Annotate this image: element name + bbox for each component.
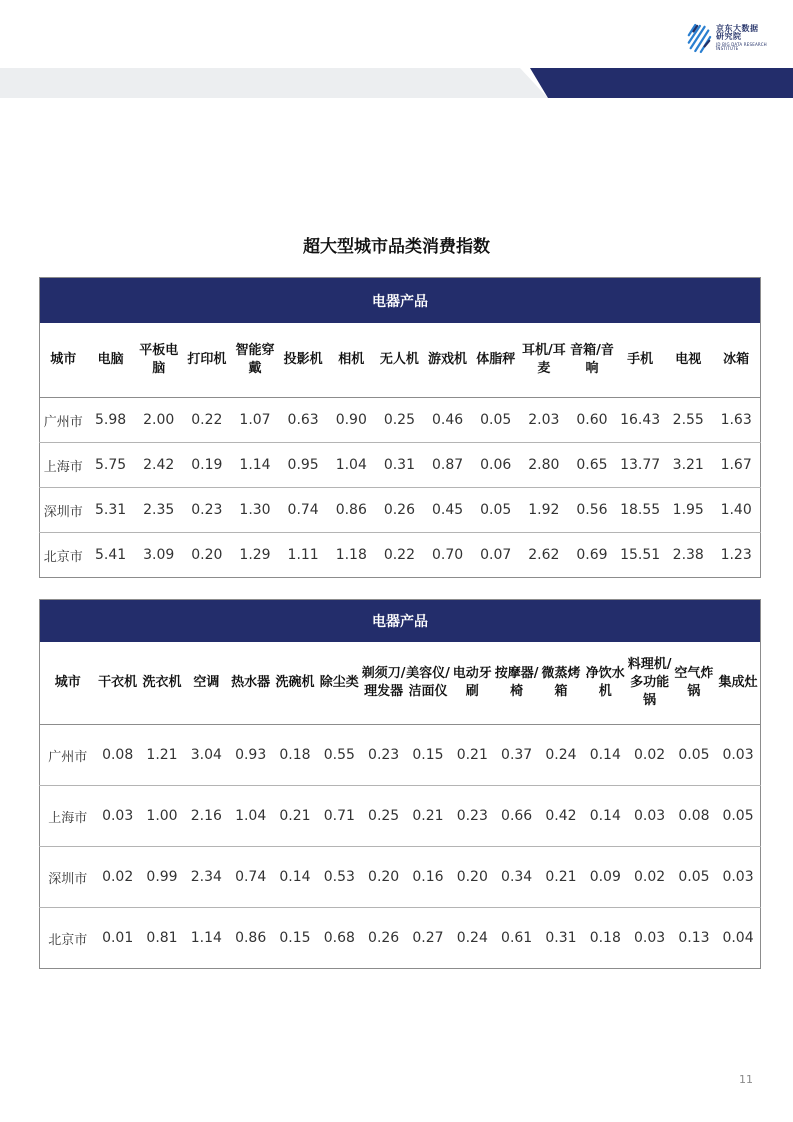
table-row xyxy=(40,533,761,578)
table2-column-header: 洗碗机 xyxy=(273,642,317,725)
table-row xyxy=(40,443,761,488)
value-cell: 0.13 xyxy=(678,930,710,946)
value-cell: 0.68 xyxy=(323,930,355,946)
value-cell: 2.80 xyxy=(520,443,568,488)
value-cell: 0.03 xyxy=(716,847,760,908)
value-cell: 0.02 xyxy=(96,847,140,908)
value-cell: 0.22 xyxy=(383,547,415,563)
value-cell: 1.14 xyxy=(190,930,222,946)
value-cell: 0.04 xyxy=(722,930,754,946)
value-cell: 3.04 xyxy=(184,725,228,786)
value-cell: 1.40 xyxy=(712,488,760,533)
value-cell: 5.98 xyxy=(87,398,135,443)
table-row xyxy=(40,908,761,969)
value-cell: 0.87 xyxy=(423,443,471,488)
value-cell: 2.34 xyxy=(184,847,228,908)
value-cell: 0.08 xyxy=(672,786,716,847)
value-cell: 1.21 xyxy=(140,725,184,786)
value-cell: 0.74 xyxy=(279,488,327,533)
value-cell: 3.09 xyxy=(143,547,175,563)
value-cell: 0.20 xyxy=(450,847,494,908)
city-cell: 深圳市 xyxy=(40,488,87,533)
consumption-index-table-1 xyxy=(39,277,761,578)
table-row xyxy=(40,398,761,443)
table1-column-header: 打印机 xyxy=(183,323,231,398)
value-cell: 0.31 xyxy=(375,443,423,488)
value-cell: 0.93 xyxy=(228,725,272,786)
table2-group-header-row xyxy=(40,600,761,643)
value-cell: 0.71 xyxy=(317,786,361,847)
table1-column-header: 电脑 xyxy=(87,323,135,398)
logo-chinese-name: 京东大数据研究院 xyxy=(716,24,759,41)
jd-big-data-logo xyxy=(686,18,776,58)
value-cell: 0.70 xyxy=(431,547,464,563)
table-row xyxy=(40,725,761,786)
table1-column-header: 耳机/耳麦 xyxy=(520,323,568,398)
header-band-gray xyxy=(0,68,548,98)
value-cell: 0.14 xyxy=(583,725,627,786)
value-cell: 1.07 xyxy=(231,398,279,443)
table2-column-header: 空气炸锅 xyxy=(672,642,716,725)
table1-column-header: 音箱/音响 xyxy=(568,323,616,398)
value-cell: 5.75 xyxy=(87,443,135,488)
value-cell: 0.21 xyxy=(273,786,317,847)
value-cell: 0.06 xyxy=(472,443,520,488)
value-cell: 0.74 xyxy=(228,847,272,908)
jd-logo-mark-icon xyxy=(686,21,712,55)
value-cell: 0.95 xyxy=(279,443,327,488)
value-cell: 0.34 xyxy=(494,847,538,908)
table1-column-header-row xyxy=(40,323,761,398)
value-cell: 0.25 xyxy=(361,786,405,847)
table2-column-header: 城市 xyxy=(40,642,96,725)
value-cell: 1.67 xyxy=(712,443,760,488)
value-cell: 0.99 xyxy=(140,847,184,908)
value-cell: 0.21 xyxy=(539,847,583,908)
table2-column-header: 除尘类 xyxy=(317,642,361,725)
value-cell: 0.05 xyxy=(672,725,716,786)
value-cell: 0.02 xyxy=(627,725,671,786)
value-cell: 0.31 xyxy=(545,930,577,946)
value-cell: 2.00 xyxy=(135,398,183,443)
value-cell: 5.31 xyxy=(87,488,135,533)
value-cell: 1.04 xyxy=(228,786,272,847)
value-cell: 0.26 xyxy=(368,930,400,946)
table-row xyxy=(40,786,761,847)
value-cell: 15.51 xyxy=(620,547,661,563)
consumption-index-table-2 xyxy=(39,599,761,969)
value-cell: 1.00 xyxy=(140,786,184,847)
value-cell: 0.69 xyxy=(576,547,608,563)
city-cell: 上海市 xyxy=(40,443,87,488)
value-cell: 0.66 xyxy=(494,786,538,847)
city-cell: 广州市 xyxy=(40,725,96,786)
city-cell: 广州市 xyxy=(40,398,87,443)
value-cell: 0.24 xyxy=(539,725,583,786)
value-cell: 1.04 xyxy=(327,443,375,488)
value-cell: 0.03 xyxy=(627,786,671,847)
value-cell: 0.08 xyxy=(96,725,140,786)
table2-column-header: 电动牙刷 xyxy=(450,642,494,725)
value-cell: 2.03 xyxy=(520,398,568,443)
value-cell: 0.18 xyxy=(589,930,621,946)
table1-column-header: 平板电脑 xyxy=(135,323,183,398)
value-cell: 0.03 xyxy=(96,786,140,847)
value-cell: 0.18 xyxy=(273,725,317,786)
value-cell: 0.56 xyxy=(568,488,616,533)
value-cell: 0.55 xyxy=(317,725,361,786)
value-cell: 0.14 xyxy=(273,847,317,908)
value-cell: 0.86 xyxy=(327,488,375,533)
value-cell: 2.16 xyxy=(184,786,228,847)
value-cell: 0.21 xyxy=(406,786,450,847)
value-cell: 0.05 xyxy=(672,847,716,908)
value-cell: 0.37 xyxy=(494,725,538,786)
value-cell: 0.14 xyxy=(583,786,627,847)
table1-column-header: 城市 xyxy=(40,323,87,398)
value-cell: 0.23 xyxy=(361,725,405,786)
value-cell: 0.27 xyxy=(412,930,444,946)
table1-column-header: 智能穿戴 xyxy=(231,323,279,398)
page-title: 超大型城市品类消费指数 xyxy=(303,237,490,257)
value-cell: 0.05 xyxy=(716,786,760,847)
value-cell: 0.21 xyxy=(450,725,494,786)
table2-column-header: 干衣机 xyxy=(96,642,140,725)
city-cell: 深圳市 xyxy=(40,847,96,908)
table1-group-header-row xyxy=(40,278,761,324)
table2-column-header: 空调 xyxy=(184,642,228,725)
value-cell: 0.81 xyxy=(146,930,178,946)
value-cell: 1.30 xyxy=(231,488,279,533)
table2-group-header: 电器产品 xyxy=(40,600,761,643)
value-cell: 0.45 xyxy=(423,488,471,533)
city-cell: 北京市 xyxy=(48,932,88,948)
table1-column-header: 投影机 xyxy=(279,323,327,398)
value-cell: 0.60 xyxy=(568,398,616,443)
value-cell: 0.24 xyxy=(456,930,488,946)
value-cell: 3.21 xyxy=(664,443,712,488)
value-cell: 0.25 xyxy=(375,398,423,443)
value-cell: 0.09 xyxy=(583,847,627,908)
value-cell: 0.20 xyxy=(361,847,405,908)
table2-column-header: 洗衣机 xyxy=(140,642,184,725)
value-cell: 0.05 xyxy=(472,398,520,443)
value-cell: 1.92 xyxy=(520,488,568,533)
value-cell: 2.42 xyxy=(135,443,183,488)
value-cell: 0.15 xyxy=(406,725,450,786)
table2-column-header: 剃须刀/理发器 xyxy=(361,642,405,725)
value-cell: 2.38 xyxy=(672,547,704,563)
value-cell: 1.11 xyxy=(287,547,319,563)
table2-column-header: 美容仪/洁面仪 xyxy=(406,642,450,725)
table2-column-header: 按摩器/椅 xyxy=(494,642,538,725)
value-cell: 0.22 xyxy=(183,398,231,443)
value-cell: 0.02 xyxy=(627,847,671,908)
table1-group-header: 电器产品 xyxy=(40,278,761,324)
value-cell: 2.62 xyxy=(528,547,560,563)
value-cell: 0.42 xyxy=(539,786,583,847)
value-cell: 2.35 xyxy=(135,488,183,533)
table2-column-header: 微蒸烤箱 xyxy=(539,642,583,725)
value-cell: 0.23 xyxy=(183,488,231,533)
value-cell: 0.05 xyxy=(472,488,520,533)
table1-column-header: 体脂秤 xyxy=(472,323,520,398)
value-cell: 0.19 xyxy=(183,443,231,488)
value-cell: 1.29 xyxy=(239,547,271,563)
value-cell: 0.15 xyxy=(279,930,311,946)
table-row xyxy=(40,488,761,533)
table2-column-header: 净饮水机 xyxy=(583,642,627,725)
value-cell: 0.20 xyxy=(191,547,223,563)
table1-column-header: 无人机 xyxy=(375,323,423,398)
table-row xyxy=(40,847,761,908)
value-cell: 0.07 xyxy=(480,547,512,563)
value-cell: 1.95 xyxy=(664,488,712,533)
city-cell: 上海市 xyxy=(40,786,96,847)
value-cell: 0.53 xyxy=(317,847,361,908)
value-cell: 0.86 xyxy=(235,930,267,946)
city-cell: 北京市 xyxy=(43,549,83,565)
value-cell: 16.43 xyxy=(616,398,664,443)
value-cell: 0.63 xyxy=(279,398,327,443)
value-cell: 1.63 xyxy=(712,398,760,443)
value-cell: 0.61 xyxy=(501,930,533,946)
table1-column-header: 手机 xyxy=(616,323,664,398)
table1-column-header: 电视 xyxy=(664,323,712,398)
value-cell: 0.26 xyxy=(375,488,423,533)
value-cell: 5.41 xyxy=(94,547,127,563)
value-cell: 0.46 xyxy=(423,398,471,443)
value-cell: 1.23 xyxy=(720,547,752,563)
table2-column-header: 热水器 xyxy=(228,642,272,725)
table1-column-header: 相机 xyxy=(327,323,375,398)
table2-column-header: 集成灶 xyxy=(716,642,760,725)
value-cell: 0.65 xyxy=(568,443,616,488)
value-cell: 0.90 xyxy=(327,398,375,443)
table1-column-header: 游戏机 xyxy=(423,323,471,398)
table2-column-header-row xyxy=(40,642,761,725)
logo-english-name: JD BIG DATA RESEARCH INSTITUTE xyxy=(716,42,767,51)
value-cell: 0.01 xyxy=(102,930,134,946)
value-cell: 1.14 xyxy=(231,443,279,488)
value-cell: 1.18 xyxy=(335,547,367,563)
value-cell: 13.77 xyxy=(616,443,664,488)
value-cell: 0.03 xyxy=(716,725,760,786)
table1-body xyxy=(40,398,761,578)
table1-column-header: 冰箱 xyxy=(712,323,760,398)
value-cell: 0.03 xyxy=(634,930,666,946)
value-cell: 0.23 xyxy=(450,786,494,847)
value-cell: 2.55 xyxy=(664,398,712,443)
table2-column-header: 料理机/多功能锅 xyxy=(627,642,671,725)
page-number: 11 xyxy=(739,1073,753,1086)
value-cell: 0.16 xyxy=(406,847,450,908)
value-cell: 18.55 xyxy=(616,488,664,533)
header-band-navy xyxy=(530,68,793,98)
table2-body xyxy=(40,725,761,969)
